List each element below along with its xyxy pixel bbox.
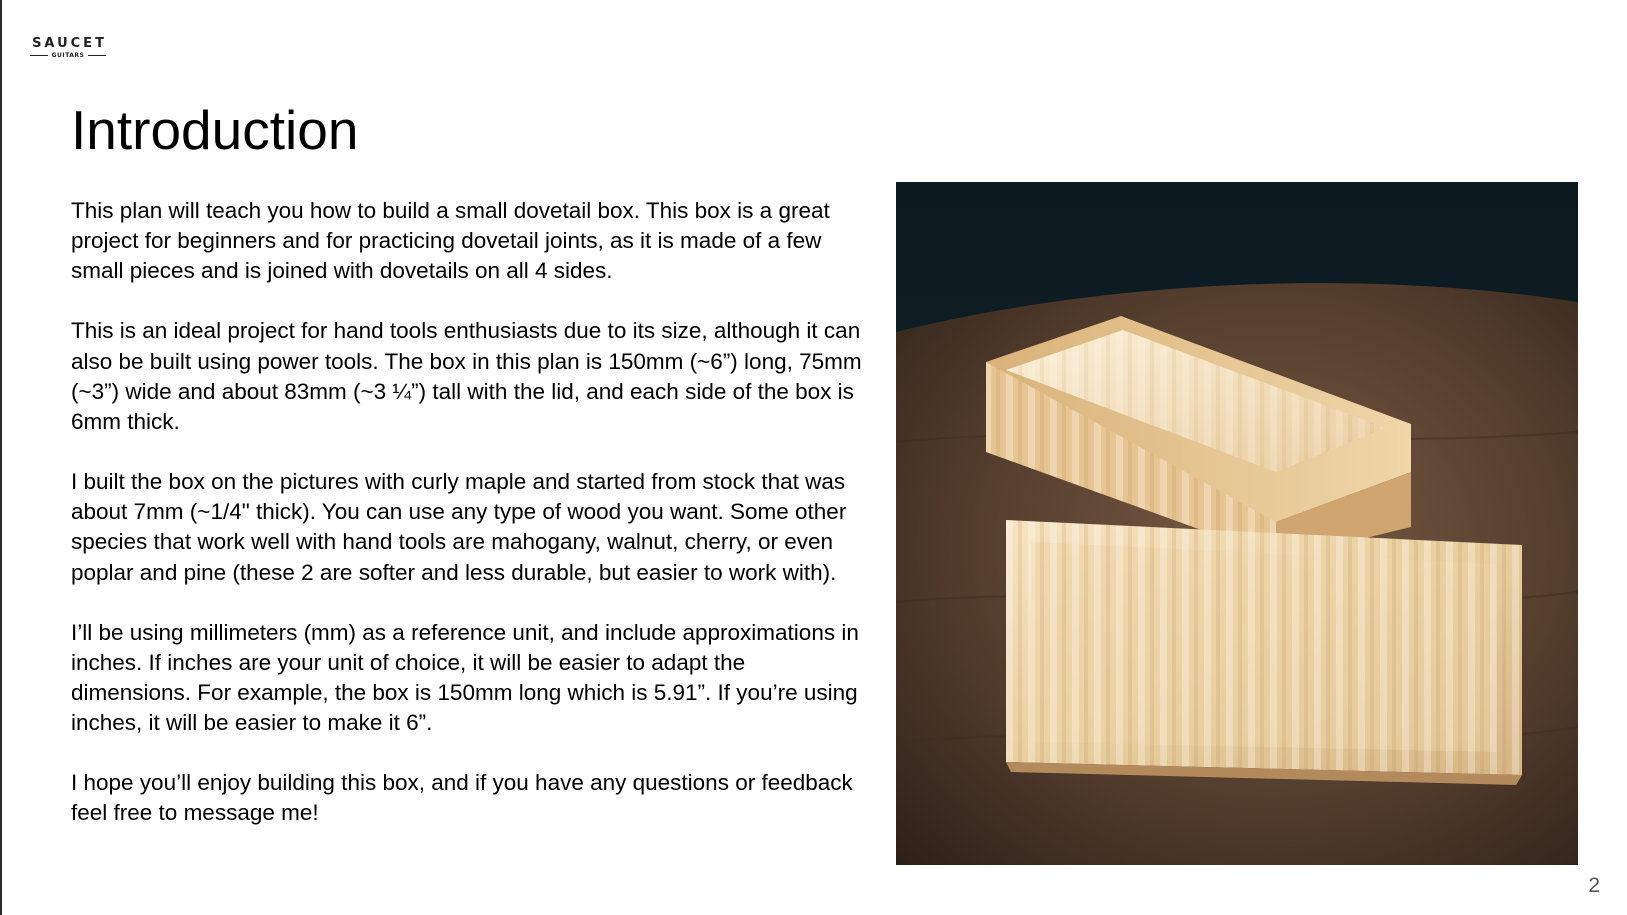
saucet-guitars-logo <box>27 37 109 59</box>
paragraph-1: This plan will teach you how to build a small dovetail box. This box is a great project for beginners and for practicing dovetail joints, as it is made of a few small pieces and is joined with dovetails on all 4 sides. <box>71 198 830 284</box>
logo-subtitle: GUITARS <box>51 52 85 59</box>
paragraph-2: This is an ideal project for hand tools enthusiasts due to its size, although it can also be built using power tools. The box in this plan is 150mm (~6”) long, 75mm (~3”) wide and about 83mm (~3 ¼”) tall with the lid, and each side of the box is 6mm thick. <box>71 318 862 435</box>
dovetail-box-photo <box>896 182 1578 865</box>
logo-rule-right <box>88 55 106 56</box>
paragraph-5: I hope you’ll enjoy building this box, and if you have any questions or feedback feel free to message me! <box>71 770 853 826</box>
logo-name: SAUCET <box>32 36 107 51</box>
page-title: Introduction <box>71 99 359 161</box>
logo-rule-left <box>30 55 48 56</box>
paragraph-4: I’ll be using millimeters (mm) as a reference unit, and include approximations in inches. If inches are your unit of choice, it will be easier to adapt the dimensions. For example, the box is 150mm long which is 5.91”. If you’re using inches, it will be easier to make it 6”. <box>71 619 859 736</box>
left-border-rule <box>0 0 2 915</box>
logo-subtitle-row <box>27 52 109 59</box>
page-number: 2 <box>1588 874 1600 897</box>
paragraph-3: I built the box on the pictures with curly maple and started from stock that was about 7mm (~1/4" thick). You can use any type of wood you want. Some other species that work well with hand tools are mahogany, walnut, cherry, or even poplar and pine (these 2 are softer and less durable, but easier to work with). <box>71 469 847 585</box>
intro-body <box>71 196 871 858</box>
